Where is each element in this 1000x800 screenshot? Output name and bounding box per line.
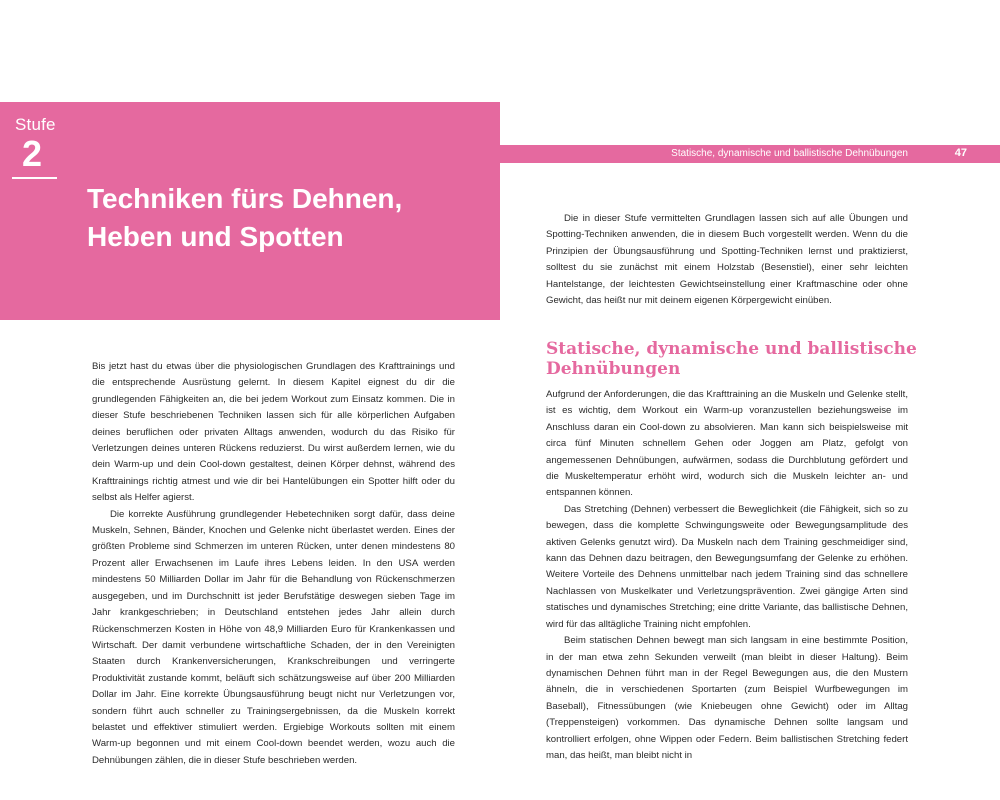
body-paragraph: Das Stretching (Dehnen) verbessert die Beweglichkeit (die Fähigkeit, sich so zu bewegen, dass die komplette Schwingungsweite oder Bewegungsamplitude des aktiven Gelenks genutzt wird). Da Muskeln nach dem Training geschmeidiger sind, kann das Dehnen dazu beitragen, den Bewegungsumfang der Gelenke zu erhöhen. Weitere Vorteile des Dehnens unmittelbar nach jedem Training sind das schnellere Nachlassen von Muskelkater und Verletzungsprävention. Zwei gängige Arten sind statisches und dynamisches Stretching; eine dritte Variante, das ballistische Dehnen, wird für das alltägliche Training nicht empfohlen. (546, 503, 908, 630)
body-paragraph: Beim statischen Dehnen bewegt man sich langsam in eine bestimmte Position, in der man etwa zehn Sekunden verweilt (man bleibt in dieser Haltung). Beim dynamischen Dehnen führt man in der Regel Bewegungen aus, die den Mustern ähneln, die in verschiedenen Sportarten (zum Beispiel Wurfbewegungen im Baseball), Fitnessübungen (wie Kniebeugen ohne Gewicht) oder im Alltag (Treppensteigen) vorkommen. Das dynamische Dehnen sollte langsam und kontrolliert erfolgen, ohne Wippen oder Federn. Beim ballistischen Stretching federt man, das heißt, man bleibt nicht in (546, 635, 908, 761)
running-head-title: Statische, dynamische und ballistische Dehnübungen (671, 148, 908, 159)
intro-paragraph: Die in dieser Stufe vermittelten Grundlagen lassen sich auf alle Übungen und Spotting-Techniken anwenden, die in diesem Buch vorgestellt werden. Wenn du die Prinzipien der Übungsausführung und Spotting-Techniken lernst und praktizierst, solltest du sie zunächst mit einem Holzstab (Besenstiel), einer sehr leichten Hantelstange, der leichtesten Gewichtseinstellung einer Kraftmaschine oder ohne Gewicht, das heißt nur mit deinem eigenen Körpergewicht einüben. (546, 213, 908, 307)
section-heading: Statische, dynamische und ballistische Dehnübungen (546, 339, 917, 379)
body-paragraph: Aufgrund der Anforderungen, die das Krafttraining an die Muskeln und Gelenke stellt, ist es wichtig, dem Workout ein Warm-up voranzustellen beziehungsweise im Anschluss daran ein Cool-down zu absolvieren. Man kann sich beispielsweise mit circa fünf Minuten schnellem Gehen oder Joggen am Platz, gefolgt von angemessenen Dehnübungen, aufwärmen, sodass die Durchblutung gefördert und die Muskeltemperatur erhöht wird, wodurch sich die Muskeln leichter an- und entspannen können. (546, 389, 908, 499)
stufe-divider (12, 177, 57, 179)
right-intro-column (546, 211, 908, 309)
body-paragraph: Bis jetzt hast du etwas über die physiologischen Grundlagen des Krafttrainings und die entsprechende Ausrüstung gelernt. In diesem Kapitel eignest du dir die grundlegenden Fähigkeiten an, die bei jedem Workout zum Einsatz kommen. Die in dieser Stufe beschriebenen Techniken lassen sich für alle körperlichen Aufgaben deines beruflichen oder privaten Alltags anwenden, wodurch du das Risiko für Verletzungen deines unteren Rückens reduzierst. Du wirst außerdem lernen, wie du dein Warm-up und dein Cool-down gestaltest, deinen Körper dehnst, während des Krafttrainings richtig atmest und wie dir bei Hantelübungen ein Spotter hilft oder du selbst als Helfer agierst. (92, 361, 455, 504)
body-paragraph: Die korrekte Ausführung grundlegender Hebetechniken sorgt dafür, dass deine Muskeln, Sehnen, Bänder, Knochen und Gelenke nicht überlastet werden. Eines der größten Probleme sind Schmerzen im unteren Rücken, unter denen mindestens 80 Prozent aller Erwachsenen im Laufe ihres Lebens leiden. In den USA werden mindestens 50 Milliarden Dollar im Jahr für die Behandlung von Rückenschmerzen ausgegeben, und im Durchschnitt ist jeder Berufstätige deswegen sieben Tage im Jahr krankgeschrieben; in Deutschland entstehen jedes Jahr allein durch Rückenschmerzen Kosten in Höhe von 48,9 Milliarden Euro für Krankenkassen und Wirtschaft. Der damit verbundene wirtschaftliche Schaden, der in den Vereinigten Staaten durch Krankenversicherungen, Krankschreibungen und verringerte Produktivität zustande kommt, beläuft sich schätzungsweise auf über 200 Milliarden Dollar im Jahr. Eine korrekte Übungsausführung beugt nicht nur Verletzungen vor, sondern führt auch schneller zu Trainingsergebnissen, da die Muskeln korrekt belastet und effektiver stimuliert werden. Ergiebige Workouts sollten mit einem Warm-up begonnen und mit einem Cool-down beendet werden, wozu auch die Dehnübungen zählen, die in dieser Stufe beschrieben werden. (92, 508, 455, 766)
page-number: 47 (954, 147, 967, 159)
right-column (546, 387, 908, 764)
chapter-title: Techniken fürs Dehnen, Heben und Spotten (87, 183, 403, 252)
stufe-number: 2 (22, 133, 43, 174)
left-column (92, 359, 455, 769)
stufe-label: Stufe (15, 115, 56, 134)
